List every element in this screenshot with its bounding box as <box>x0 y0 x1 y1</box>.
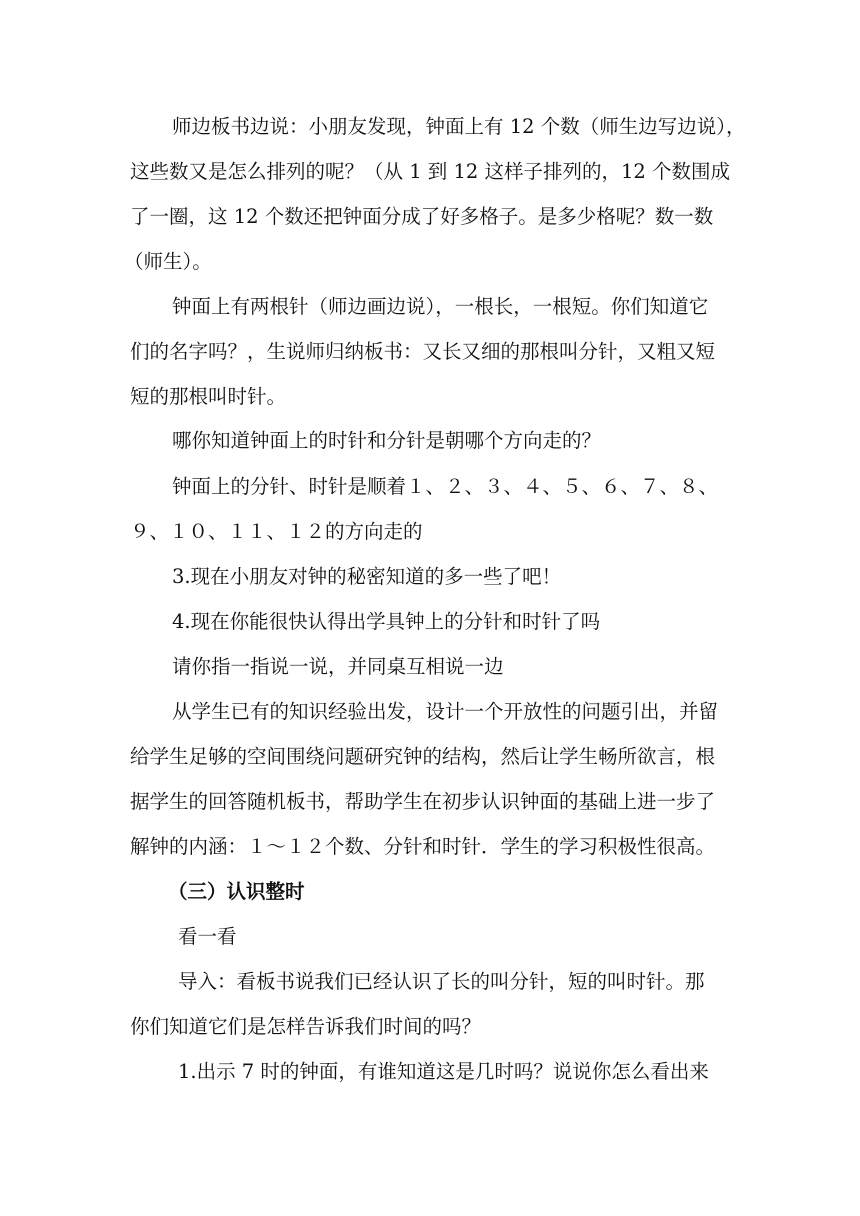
paragraph-line: 导入：看板书说我们已经认识了长的叫分针，短的叫时针。那 <box>178 970 705 993</box>
paragraph-line: 据学生的回答随机板书，帮助学生在初步认识钟面的基础上进一步了 <box>130 790 716 813</box>
paragraph-line: 们的名字吗？，生说师归纳板书：又长又细的那根叫分针，又粗又短 <box>130 340 716 363</box>
paragraph-line: 短的那根叫时针。 <box>130 385 287 408</box>
paragraph-line: 你们知道它们是怎样告诉我们时间的吗？ <box>130 1015 482 1038</box>
paragraph-line: 钟面上有两根针（师边画边说），一根长，一根短。你们知道它 <box>172 295 709 318</box>
paragraph-line: 了一圈，这 12 个数还把钟面分成了好多格子。是多少格呢？数一数 <box>130 205 714 228</box>
section-heading: （三）认识整时 <box>168 880 305 903</box>
paragraph-line: ９、１０、１１、１２的方向走的 <box>130 520 423 543</box>
paragraph-line: 请你指一指说一说，并同桌互相说一边 <box>172 655 504 678</box>
paragraph-line: 4.现在你能很快认得出学具钟上的分针和时针了吗 <box>172 610 601 633</box>
paragraph-line: 看一看 <box>178 925 237 948</box>
paragraph-line: 1.出示 7 时的钟面，有谁知道这是几时吗？说说你怎么看出来 <box>178 1060 709 1083</box>
paragraph-line: （师生）。 <box>124 250 212 273</box>
paragraph-line: 解钟的内涵：１～１２个数、分针和时针．学生的学习积极性很高。 <box>130 835 716 858</box>
paragraph-line: 3.现在小朋友对钟的秘密知道的多一些了吧！ <box>172 565 562 588</box>
paragraph-line: 钟面上的分针、时针是顺着１、２、３、４、５、６、７、８、 <box>172 475 719 498</box>
paragraph-line: 哪你知道钟面上的时针和分针是朝哪个方向走的？ <box>172 429 602 452</box>
paragraph-line: 这些数又是怎么排列的呢？（从 1 到 12 这样子排列的，12 个数围成 <box>130 160 731 183</box>
paragraph-line: 师边板书边说：小朋友发现，钟面上有 12 个数（师生边写边说）， <box>172 115 746 138</box>
paragraph-line: 给学生足够的空间围绕问题研究钟的结构，然后让学生畅所欲言，根 <box>130 745 716 768</box>
paragraph-line: 从学生已有的知识经验出发，设计一个开放性的问题引出，并留 <box>172 700 719 723</box>
